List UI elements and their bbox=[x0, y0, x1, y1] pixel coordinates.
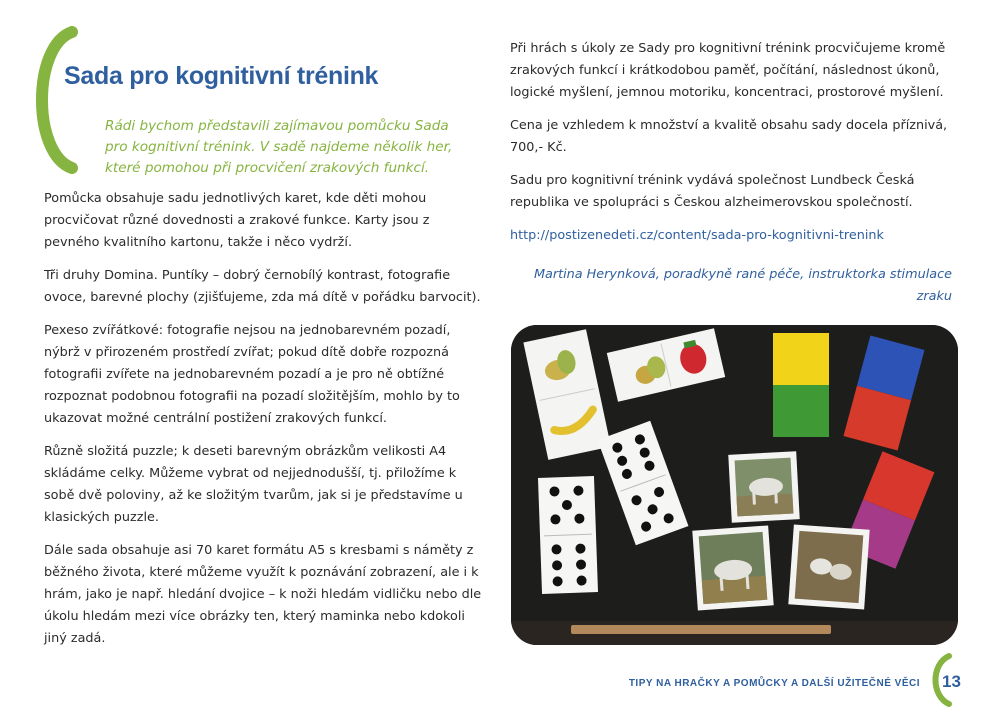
dot-domino-card-2 bbox=[538, 476, 598, 594]
wooden-stick bbox=[571, 625, 831, 634]
right-column bbox=[510, 38, 952, 319]
paragraph: Tři druhy Domina. Puntíky – dobrý černobílý kontrast, fotografie ovoce, barevné plochy (zjišťujeme, zda má dítě v pořádku barvocit). bbox=[44, 268, 481, 305]
paragraph: Různě složitá puzzle; k deseti barevným obrázkům velikosti A4 skládáme celky. Můžeme vybrat od nejjednodušší, tj. přiložíme k sobě dvě poloviny, až ke složitým tvarům, jak si je představíme u klasických puzzle. bbox=[44, 444, 463, 525]
paragraph: Při hrách s úkoly ze Sady pro kognitivní trénink procvičujeme kromě zrakových funkcí i krátkodobou paměť, počítání, následnost úkonů, logické myšlení, jemnou motoriku, koncentraci, prostorové myšlení. bbox=[510, 41, 946, 100]
page-number: 13 bbox=[942, 672, 961, 691]
section-footer: TIPY NA HRAČKY A POMŮCKY A DALŠÍ UŽITEČNÉ VĚCI bbox=[628, 678, 920, 689]
article-lead: Rádi bychom představili zajímavou pomůcku Sada pro kognitivní trénink. V sadě najdeme několik her, které pomohou při procvičení zrakových funkcí. bbox=[105, 118, 453, 176]
paragraph: Pexeso zvířátkové: fotografie nejsou na jednobarevném pozadí, nýbrž v přirozeném prostředí zvířat; pokud dítě dobře rozpozná fotografii zvířete na jednobarevném pozadí a je pro ně obtížné rozpoznat podobnou fotografii na pozadí složitějším, mohlo by to ukazovat možné centrální postižení zrakových funkcí. bbox=[44, 323, 460, 426]
color-domino-yellow-green bbox=[773, 333, 829, 437]
photo-illustration bbox=[511, 325, 958, 645]
paragraph: Cena je vzhledem k množství a kvalitě obsahu sady docela příznivá, 700,- Kč. bbox=[510, 118, 948, 155]
article-title: Sada pro kognitivní trénink bbox=[64, 62, 379, 90]
paragraph: Pomůcka obsahuje sadu jednotlivých karet, kde děti mohou procvičovat různé dovednosti a zrakové funkce. Karty jsou z pevného kvalitního kartonu, takže i něco vydrží. bbox=[44, 191, 430, 250]
animal-photo-card-horse bbox=[728, 451, 799, 522]
animal-photo-card-birds bbox=[788, 524, 869, 609]
source-link[interactable]: http://postizenedeti.cz/content/sada-pro-kognitivni-trenink bbox=[510, 228, 884, 243]
paragraph: Sadu pro kognitivní trénink vydává společnost Lundbeck Česká republika ve spolupráci s Českou alzheimerovskou společností. bbox=[510, 173, 915, 210]
paragraph: Dále sada obsahuje asi 70 karet formátu A5 s kresbami s náměty z běžného života, které můžeme využít k poznávání zobrazení, ale i k hrám, jako je např. hledání dvojice – k noži hledám vidličku nebo dle úkolu hledám mezi více obrázky ten, který maminka nebo kdokoli jiný zadá. bbox=[44, 543, 482, 646]
author-credit: Martina Herynková, poradkyně rané péče, instruktorka stimulace zraku bbox=[533, 267, 952, 304]
product-photo bbox=[511, 325, 958, 645]
left-column bbox=[44, 188, 484, 661]
animal-photo-card-horse-2 bbox=[692, 525, 773, 610]
decorative-bracket-icon bbox=[12, 26, 102, 174]
